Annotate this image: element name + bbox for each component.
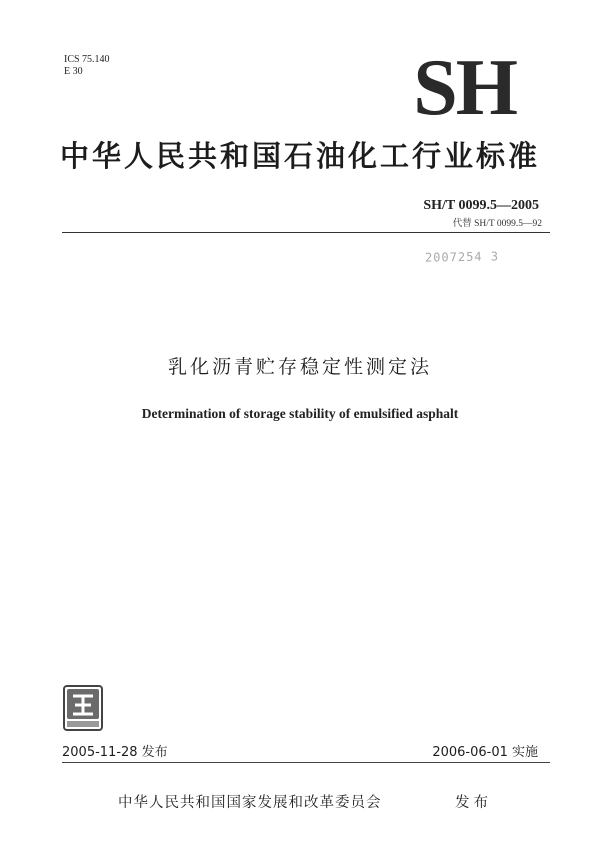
document-title-zh: 乳化沥青贮存稳定性测定法	[167, 356, 432, 378]
standard-code: SH/T 0099.5—2005	[423, 198, 539, 213]
publish-label: 发布	[455, 795, 492, 811]
publisher-name: 中华人民共和国国家发展和改革委员会	[118, 795, 382, 811]
archive-stamp: 2007254 3	[424, 249, 500, 265]
publisher-seal-icon	[62, 685, 104, 731]
document-title-en: Determination of storage stability of emulsified asphalt	[141, 406, 459, 421]
implementation-date: 2006-06-01 实施	[432, 745, 538, 760]
footer-divider	[62, 762, 550, 763]
sh-logo: SH	[413, 44, 516, 132]
replaces-note: 代替 SH/T 0099.5—92	[452, 219, 542, 229]
category-code: E 30	[64, 66, 83, 77]
ics-classification	[64, 54, 110, 78]
standard-title: 中华人民共和国石油化工行业标准	[59, 139, 540, 173]
header-divider	[62, 232, 550, 233]
ics-number: ICS 75.140	[64, 54, 110, 65]
issue-date: 2005-11-28 发布	[62, 745, 168, 760]
